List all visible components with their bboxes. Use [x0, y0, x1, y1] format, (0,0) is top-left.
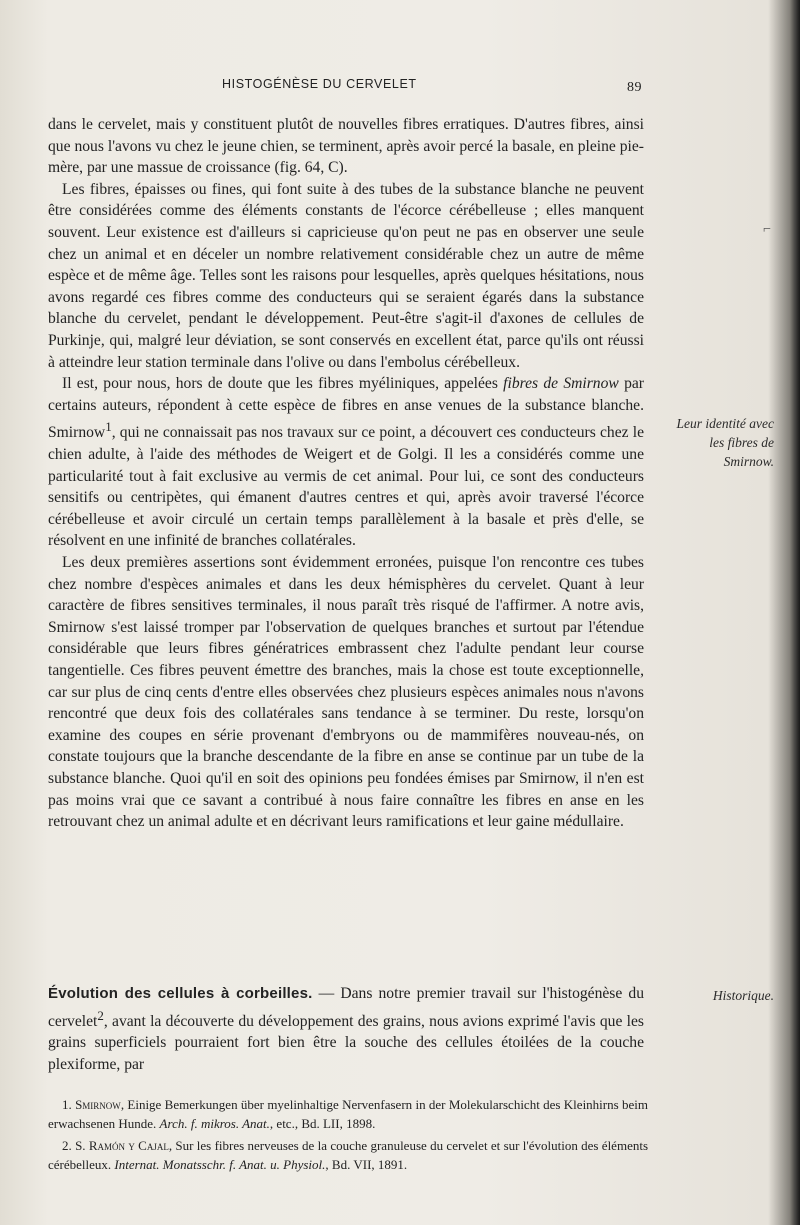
- section-text: — Dans notre premier travail sur l'histogénèse du cervelet: [48, 985, 645, 1030]
- paragraph-text: , qui ne connaissait pas nos travaux sur ce point, a découvert ces conducteurs chez le chien adulte, à l'aide des méthodes de Weigert et de Golgi. Il les a considérés comme une particularité tout à fait exclusive au vermis de cet animal. Pour lui, ce sont des conducteurs sensitifs ou centripètes, qui émanent d'autres centres et qui, après avoir traversé l'écorce cérébelleuse et avoir circulé un certain temps parallèlement à la basale et près d'elle, se résolvent en une infinité de branches collatérales.: [48, 424, 644, 550]
- section-basket-cells: [48, 983, 644, 1076]
- page-number: 89: [627, 80, 642, 95]
- section-text: , avant la découverte du développement des grains, nous avions exprimé l'avis que les grains superficiels pourraient fort bien être la souche des cellules étoilées de la couche plexiforme, par: [48, 1012, 644, 1073]
- footnote-1: [48, 1096, 648, 1133]
- footnote-author: Ramón y Cajal: [88, 1138, 169, 1153]
- section-paragraph: [48, 983, 644, 1076]
- footnote-text: , Bd. VII, 1891.: [325, 1156, 408, 1172]
- paragraph-fibres-constants: Les fibres, épaisses ou fines, qui font suite à des tubes de la substance blanche ne peuvent être considérées comme des éléments constants de l'écorce cérébelleuse ; elles manquent souvent. Leur existence est d'ailleurs si capricieuse qu'on peut ne pas en observer une seule chez un animal et en déceler un nombre relativement considérable chez un autre de même espèce et de même âge. Telles sont les raisons pour lesquelles, après quelques hésitations, nous avons regardé ces fibres comme des conducteurs qui se seraient égarés dans la substance blanche du cervelet, pendant le développement. Peut-être s'agit-il d'axones de cellules de Purkinje, qui, malgré leur déviation, se sont conservés en excellent état, parce qu'ils ont réussi à atteindre leur station terminale dans l'olive ou dans l'embolus cérébelleux.: [48, 180, 644, 371]
- footnote-journal: Internat. Monatsschr. f. Anat. u. Physiol.: [114, 1156, 326, 1172]
- footnote-author: Smirnow: [75, 1097, 121, 1112]
- page-edge-shadow: [790, 0, 800, 1225]
- margin-note-historique: Historique.: [712, 988, 774, 1003]
- paragraph-fibres-smirnow: [48, 373, 644, 552]
- footnotes: [48, 1096, 648, 1178]
- footnote-ref: 2: [97, 1007, 104, 1023]
- footnote-journal: Arch. f. mikros. Anat.: [159, 1115, 270, 1131]
- paragraph-continued: dans le cervelet, mais y constituent plutôt de nouvelles fibres erratiques. D'autres fibres, ainsi que nous l'avons vu chez le jeune chien, se terminent, après avoir percé la basale, en pleine pie-mère, par une massue de croissance (fig. 64, C).: [48, 116, 644, 177]
- footnote-text: , etc., Bd. LII, 1898.: [269, 1115, 376, 1131]
- paragraph-assertions: Les deux premières assertions sont évidemment erronées, puisque l'on rencontre ces tubes chez nombre d'espèces animales et dans les deux hémisphères du cervelet. Quant à leur caractère de fibres sensitives terminales, il nous paraît très risqué de l'affirmer. A notre avis, Smirnow s'est laissé tromper par l'observation de quelques branches et surtout par l'étendue considérable que leurs fibres génératrices embrassent chez l'adulte pendant leur course tangentielle. Ces fibres peuvent émettre des branches, mais la chose est toute exceptionnelle, car sur plus de cinq cents d'entre elles observées chez plusieurs espèces animales nous n'avons rencontré que deux fois des collatérales sans tendance à se terminer. Du reste, lorsqu'on examine des coupes en série provenant d'embryons ou de mammifères nouveau-nés, on constate toujours que la branche descendante de la fibre en anse se continue par un tube de la substance blanche. Quoi qu'il en soit des opinions peu fondées émises par Smirnow, il n'en est pas moins vrai que ce savant a contribué à nous faire connaître les fibres en anse en les retrouvant chez un animal adulte et en décrivant leurs ramifications et leur gaine médullaire.: [48, 554, 644, 831]
- paragraph-text: par certains auteurs, répondent à cette espèce de fibres en anse venues de la substance blanche. Smirnow: [48, 375, 644, 442]
- section-title: Évolution des cellules à corbeilles.: [48, 985, 313, 1002]
- margin-tick-mark: ⌐: [763, 222, 771, 237]
- main-text: [48, 114, 644, 833]
- italic-term: fibres de Smirnow: [503, 375, 619, 393]
- page-header: [222, 74, 642, 96]
- footnote-text: , Einige Bemerkungen über myelinhaltige Nervenfasern in der Molekularschicht des Kleinhirns beim erwachsenen Hunde.: [48, 1097, 648, 1131]
- footnote-number: 1.: [62, 1097, 76, 1112]
- running-title: HISTOGÉNÈSE DU CERVELET: [222, 77, 417, 91]
- footnote-number: 2. S.: [62, 1138, 89, 1153]
- paragraph-text: Il est, pour nous, hors de doute que les fibres myéliniques, appelées: [62, 375, 504, 393]
- footnote-2: [48, 1137, 648, 1174]
- footnote-text: , Sur les fibres nerveuses de la couche granuleuse du cervelet et sur l'évolution des éléments cérébelleux.: [48, 1138, 649, 1172]
- footnote-ref: 1: [105, 419, 112, 435]
- margin-note-identity: Leur identité avec les fibres de Smirnow.: [676, 416, 774, 469]
